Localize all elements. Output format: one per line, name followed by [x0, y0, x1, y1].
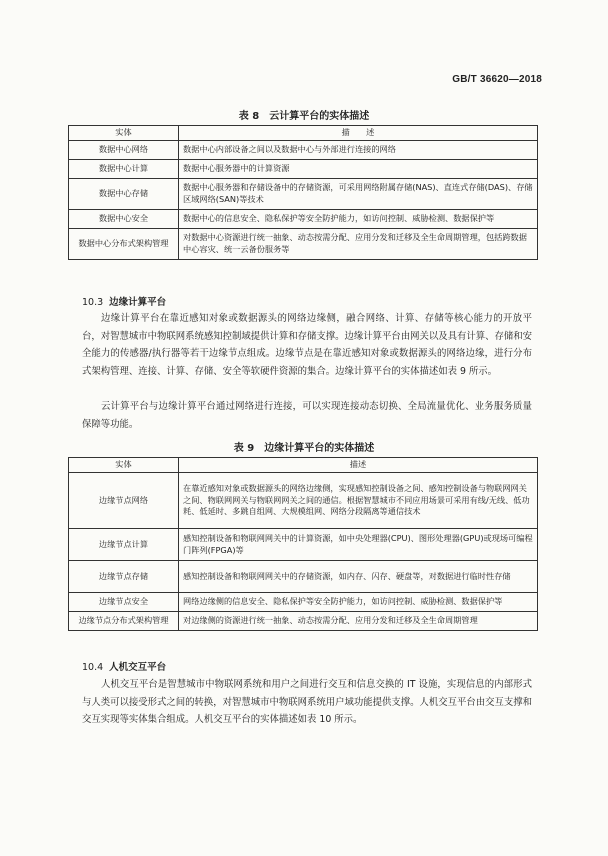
entity-cell: 数据中心安全	[69, 210, 179, 229]
description-cell: 对数据中心资源进行统一抽象、动态按需分配、应用分发和迁移及全生命周期管理，包括跨数据中心容灾、统一云备份服务等	[179, 229, 538, 260]
table8-caption: 表 8 云计算平台的实体描述	[238, 111, 370, 122]
table-header-entity: 实体	[69, 126, 179, 141]
table-row	[69, 179, 538, 210]
description-cell: 感知控制设备和物联网网关中的计算资源，如中央处理器(CPU)、图形处理器(GPU)或现场可编程门阵列(FPGA)等	[179, 529, 538, 561]
table-header-description: 描述	[179, 458, 538, 473]
table-row	[69, 473, 538, 529]
section-title: 人机交互平台	[109, 662, 167, 673]
table9-caption: 表 9 边缘计算平台的实体描述	[233, 443, 375, 454]
table-header-row	[69, 458, 538, 473]
section-title: 边缘计算平台	[109, 297, 167, 308]
table-row	[69, 160, 538, 179]
table-row	[69, 141, 538, 160]
table-row	[69, 561, 538, 593]
description-cell: 在靠近感知对象或数据源头的网络边缘侧，实现感知控制设备之间、感知控制设备与物联网网关之间、物联网网关与物联网网关之间的通信。根据智慧城市不同应用场景可采用有线/无线、低功耗、低延时、多跳自组网、大规模组网、网络分段隔离等通信技术	[179, 473, 538, 529]
section-10-3-heading	[82, 294, 166, 308]
table-row	[69, 612, 538, 631]
entity-cell: 数据中心分布式架构管理	[69, 229, 179, 260]
section-10-4-paragraph-1: 人机交互平台是智慧城市中物联网系统和用户之间进行交互和信息交换的 IT 设施，实现信息的内部形式与人类可以接受形式之间的转换，对智慧城市中物联网系统用户域功能提供支撑。人机交互平台由交互支撑和交互实现等实体集合组成。人机交互平台的实体描述如表 10 所示。	[82, 679, 533, 725]
table-row	[69, 593, 538, 612]
table-header-row	[69, 126, 538, 141]
section-10-4-heading	[82, 659, 166, 673]
section-number: 10.4	[82, 662, 104, 673]
description-cell: 对边缘侧的资源进行统一抽象、动态按需分配、应用分发和迁移及全生命周期管理	[179, 612, 538, 631]
table8	[68, 125, 538, 260]
table-header-entity: 实体	[69, 458, 179, 473]
description-cell: 数据中心服务器和存储设备中的存储资源，可采用网络附属存储(NAS)、直连式存储(DAS)、存储区域网络(SAN)等技术	[179, 179, 538, 210]
table-row	[69, 210, 538, 229]
section-10-3-paragraph-2: 云计算平台与边缘计算平台通过网络进行连接，可以实现连接动态切换、全局流量优化、业务服务质量保障等功能。	[82, 401, 532, 430]
section-10-3-paragraph-1: 边缘计算平台在靠近感知对象或数据源头的网络边缘侧，融合网络、计算、存储等核心能力的开放平台，对智慧城市中物联网系统感知控制域提供计算和存储支撑。边缘计算平台由网关以及具有计算、存储和安全能力的传感器/执行器等若干边缘节点组成。边缘节点是在靠近感知对象或数据源头的网络边缘，进行分布式架构管理、连接、计算、存储、安全等软硬件资源的集合。边缘计算平台的实体描述如表 9 所示。	[82, 313, 533, 377]
entity-cell: 数据中心计算	[69, 160, 179, 179]
entity-cell: 边缘节点存储	[69, 561, 179, 593]
section-number: 10.3	[82, 297, 104, 308]
entity-cell: 数据中心网络	[69, 141, 179, 160]
table-row	[69, 229, 538, 260]
standard-code: GB/T 36620—2018	[452, 74, 542, 85]
table-row	[69, 529, 538, 561]
entity-cell: 边缘节点网络	[69, 473, 179, 529]
entity-cell: 边缘节点安全	[69, 593, 179, 612]
entity-cell: 边缘节点分布式架构管理	[69, 612, 179, 631]
description-cell: 网络边缘侧的信息安全、隐私保护等安全防护能力，如访问控制、威胁检测、数据保护等	[179, 593, 538, 612]
description-cell: 感知控制设备和物联网网关中的存储资源，如内存、闪存、硬盘等，对数据进行临时性存储	[179, 561, 538, 593]
description-cell: 数据中心内部设备之间以及数据中心与外部进行连接的网络	[179, 141, 538, 160]
description-cell: 数据中心服务器中的计算资源	[179, 160, 538, 179]
entity-cell: 边缘节点计算	[69, 529, 179, 561]
table-header-description: 描 述	[179, 126, 538, 141]
description-cell: 数据中心的信息安全、隐私保护等安全防护能力，如访问控制、威胁检测、数据保护等	[179, 210, 538, 229]
entity-cell: 数据中心存储	[69, 179, 179, 210]
table9	[68, 457, 538, 631]
